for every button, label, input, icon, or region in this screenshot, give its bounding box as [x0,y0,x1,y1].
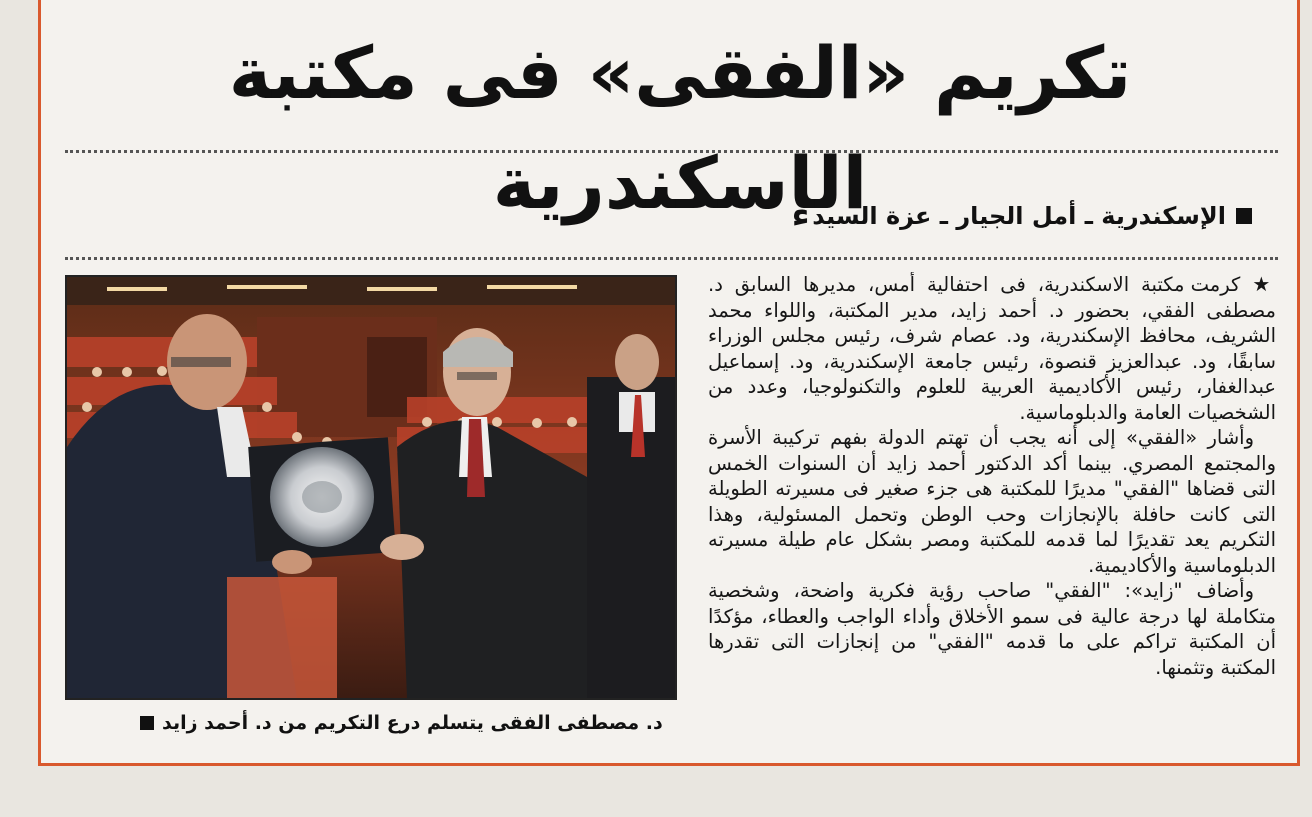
article-paragraph-2: وأشار «الفقي» إلى أنه يجب أن تهتم الدولة بفهم تركيبة الأسرة والمجتمع المصري. بينما أكد الدكتور أحمد زايد أن السنوات الخمس التى قضاها "الفقي" مديرًا للمكتبة هى جزء صغير فى مسيرته الطويلة التى كانت حافلة بالإنجازات وحب الوطن وتحمل المسئولية، وهذا التكريم يعد تقديرًا لما قدمه للمكتبة ومصر بشكل عام طيلة مسيرته الدبلوماسية والأكاديمية. [708,426,1276,577]
article-paragraph-1 [708,272,1276,425]
paragraph-text: كرمت مكتبة الاسكندرية، فى احتفالية أمس، مديرها السابق د. مصطفى الفقي، بحضور د. أحمد زايد، مدير المكتبة، واللواء محمد الشريف، محافظ الإسكندرية، ود. عصام شرف، رئيس مجلس الوزراء سابقًا، ود. عبدالعزيز قنصوة، رئيس جامعة الإسكندرية، ود. إسماعيل عبدالغفار، رئيس الأكاديمية العربية للعلوم والتكنولوجيا، وعدد من الشخصيات العامة والدبلوماسية. [708,273,1276,424]
article-body [708,272,1276,742]
dotted-divider [65,257,1278,260]
headline: تكريم «الفقى» فى مكتبة الإسكندرية [228,31,1132,225]
bullet-square-icon [140,716,154,730]
bullet-square-icon [1236,208,1252,224]
byline [812,198,1252,234]
photo-caption [140,705,680,741]
article-photo [65,275,677,700]
caption-text: د. مصطفى الفقى يتسلم درع التكريم من د. أحمد زايد [162,712,663,734]
star-icon: ★ [1240,272,1276,296]
article-paragraph-3: وأضاف "زايد»: "الفقي" صاحب رؤية فكرية واضحة، وشخصية متكاملة لها درجة عالية فى سمو الأخلاق وأداء الواجب والعطاء، مؤكدًا أن المكتبة تراكم على ما قدمه "الفقي" من إنجازات التى تقدرها المكتبة وتثمنها. [708,579,1276,679]
dotted-divider [65,150,1278,153]
photo-illustration [67,277,675,698]
byline-text: الإسكندرية ـ أمل الجيار ـ عزة السيد [812,202,1226,230]
